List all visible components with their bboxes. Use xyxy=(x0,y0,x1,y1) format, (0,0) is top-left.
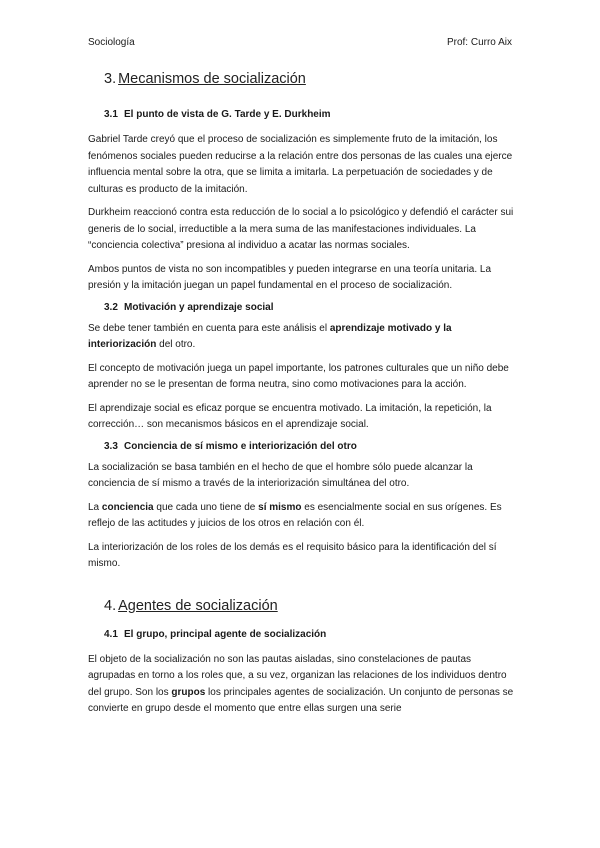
subsection-number: 3.2 xyxy=(104,301,118,313)
subsection-4-1-heading xyxy=(88,628,514,642)
page-header xyxy=(88,37,512,51)
header-professor: Prof: Curro Aix xyxy=(446,37,512,48)
paragraph: La socialización se basa también en el hecho de que el hombre sólo puede alcanzar la conciencia de sí mismo a través de la interiorización simultánea del otro. xyxy=(88,461,473,489)
subsection-title: Motivación y aprendizaje social xyxy=(124,301,274,313)
bold-term: conciencia xyxy=(101,501,154,513)
paragraph: Durkheim reaccionó contra esta reducción de lo social a lo psicológico y defendió el carácter sui generis de lo social, irreductible a la mera suma de las manifestaciones individuales. La “conciencia colectiva” presiona al individuo a acatar las normas sociales. xyxy=(88,207,514,251)
subsection-3-3-heading xyxy=(88,440,514,454)
section-3-heading xyxy=(104,70,514,88)
section-number: 4. xyxy=(104,597,117,614)
subsection-number: 4.1 xyxy=(104,628,118,640)
subsection-title: El grupo, principal agente de socialización xyxy=(124,628,327,640)
subsection-title: El punto de vista de G. Tarde y E. Durkheim xyxy=(124,109,331,120)
document-body xyxy=(88,70,514,718)
paragraph: El aprendizaje social es eficaz porque se encuentra motivado. La imitación, la repetición, la corrección… son mecanismos básicos en el aprendizaje social. xyxy=(88,402,492,430)
paragraph: Gabriel Tarde creyó que el proceso de socialización es simplemente fruto de la imitación, los fenómenos sociales pueden reducirse a la relación entre dos personas de las cuales una ejerce influencia mental sobre la otra, que se limita a imitarla. La perpetuación de sociedades y de culturas es producto de la imitación. xyxy=(88,134,513,195)
subsection-3-1-heading xyxy=(88,108,514,122)
bold-term: aprendizaje motivado y la interiorización xyxy=(88,322,452,350)
subsection-number: 3.3 xyxy=(104,440,118,452)
paragraph: Se debe tener también en cuenta para este análisis el aprendizaje motivado y la interiorización del otro. xyxy=(88,322,452,350)
bold-term: grupos xyxy=(171,686,206,698)
subsection-title: Conciencia de sí mismo e interiorización del otro xyxy=(124,440,357,452)
header-subject: Sociología xyxy=(88,37,135,48)
paragraph: El objeto de la socialización no son las pautas aisladas, sino constelaciones de pautas agrupadas en torno a los roles que, a su vez, organizan las relaciones de los individuos dentro del grupo. Son los grupos los principales agentes de socialización. Un conjunto de personas se convierte en grupo desde el momento que entre ellas surgen una serie xyxy=(88,653,514,714)
subsection-number: 3.1 xyxy=(104,109,118,120)
paragraph: El concepto de motivación juega un papel importante, los patrones culturales que un niño debe aprender no se le presentan de forma neutra, sino como motivaciones para la acción. xyxy=(88,362,509,390)
section-title: Agentes de socialización xyxy=(118,597,278,614)
paragraph: La interiorización de los roles de los demás es el requisito básico para la identificación del sí mismo. xyxy=(88,541,497,569)
section-title: Mecanismos de socialización xyxy=(118,71,306,87)
bold-term: sí mismo xyxy=(258,501,302,513)
paragraph: Ambos puntos de vista no son incompatibles y pueden integrarse en una teoría unitaria. La presión y la imitación juegan un papel fundamental en el proceso de socialización. xyxy=(88,263,492,291)
subsection-3-2-heading xyxy=(88,301,514,315)
paragraph: La conciencia que cada uno tiene de sí mismo es esencialmente social en sus orígenes. Es reflejo de las actitudes y juicios de los otros en relación con él. xyxy=(88,501,502,529)
section-number: 3. xyxy=(104,71,117,87)
section-4-heading xyxy=(104,597,514,615)
